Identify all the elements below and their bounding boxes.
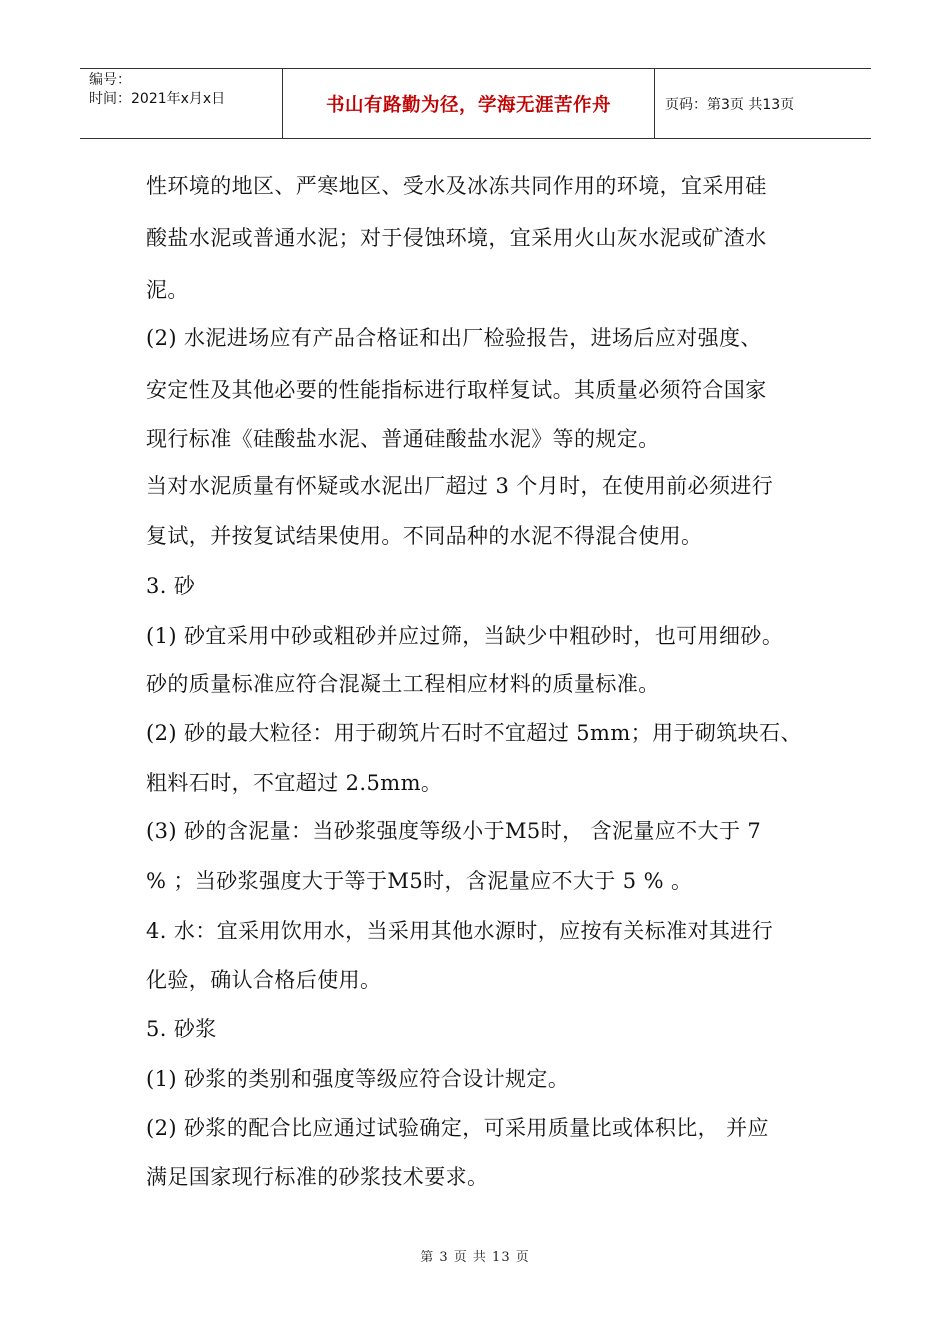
header-page-info: 页码：第3页 共13页: [665, 97, 795, 113]
body-line: 复试，并按复试结果使用。不同品种的水泥不得混合使用。: [146, 524, 703, 548]
body-line: 粗料石时，不宜超过 2.5mm。: [146, 771, 443, 795]
header-motto-cell: [283, 69, 655, 138]
body-line: 泥。: [146, 278, 189, 302]
body-line: (1) 砂浆的类别和强度等级应符合设计规定。: [146, 1067, 570, 1091]
section-heading: 3. 砂: [146, 574, 196, 598]
body-line: 满足国家现行标准的砂浆技术要求。: [146, 1165, 489, 1189]
body-line: 4. 水：宜采用饮用水，当采用其他水源时，应按有关标准对其进行: [146, 919, 774, 943]
section-heading: 5. 砂浆: [146, 1017, 217, 1041]
page-header: [80, 68, 871, 139]
document-number-label: 编号：: [89, 72, 131, 88]
header-meta-cell: [80, 69, 283, 138]
body-line: % ；当砂浆强度大于等于M5时，含泥量应不大于 5 % 。: [146, 869, 693, 893]
body-line: (2) 水泥进场应有产品合格证和出厂检验报告，进场后应对强度、: [146, 326, 762, 350]
body-line: (3) 砂的含泥量：当砂浆强度等级小于M5时， 含泥量应不大于 7: [146, 819, 762, 843]
header-page-cell: [655, 69, 871, 138]
body-line: 当对水泥质量有怀疑或水泥出厂超过 3 个月时，在使用前必须进行: [146, 474, 774, 498]
body-line: 砂的质量标准应符合混凝土工程相应材料的质量标准。: [146, 672, 660, 696]
page-footer: 第 3 页 共 13 页: [420, 1250, 530, 1265]
body-line: 性环境的地区、严寒地区、受水及冰冻共同作用的环境，宜采用硅: [146, 174, 767, 198]
body-line: (2) 砂浆的配合比应通过试验确定，可采用质量比或体积比， 并应: [146, 1116, 769, 1140]
body-line: (1) 砂宜采用中砂或粗砂并应过筛，当缺少中粗砂时，也可用细砂。: [146, 624, 784, 648]
body-line: 现行标准《硅酸盐水泥、普通硅酸盐水泥》等的规定。: [146, 427, 660, 451]
document-time-label: 时间：2021年x月x日: [89, 91, 226, 107]
body-line: 酸盐水泥或普通水泥；对于侵蚀环境，宜采用火山灰水泥或矿渣水: [146, 226, 767, 250]
body-line: (2) 砂的最大粒径：用于砌筑片石时不宜超过 5mm；用于砌筑块石、: [146, 721, 802, 745]
header-motto: 书山有路勤为径，学海无涯苦作舟: [325, 95, 611, 116]
body-line: 化验，确认合格后使用。: [146, 968, 382, 992]
body-line: 安定性及其他必要的性能指标进行取样复试。其质量必须符合国家: [146, 378, 767, 402]
